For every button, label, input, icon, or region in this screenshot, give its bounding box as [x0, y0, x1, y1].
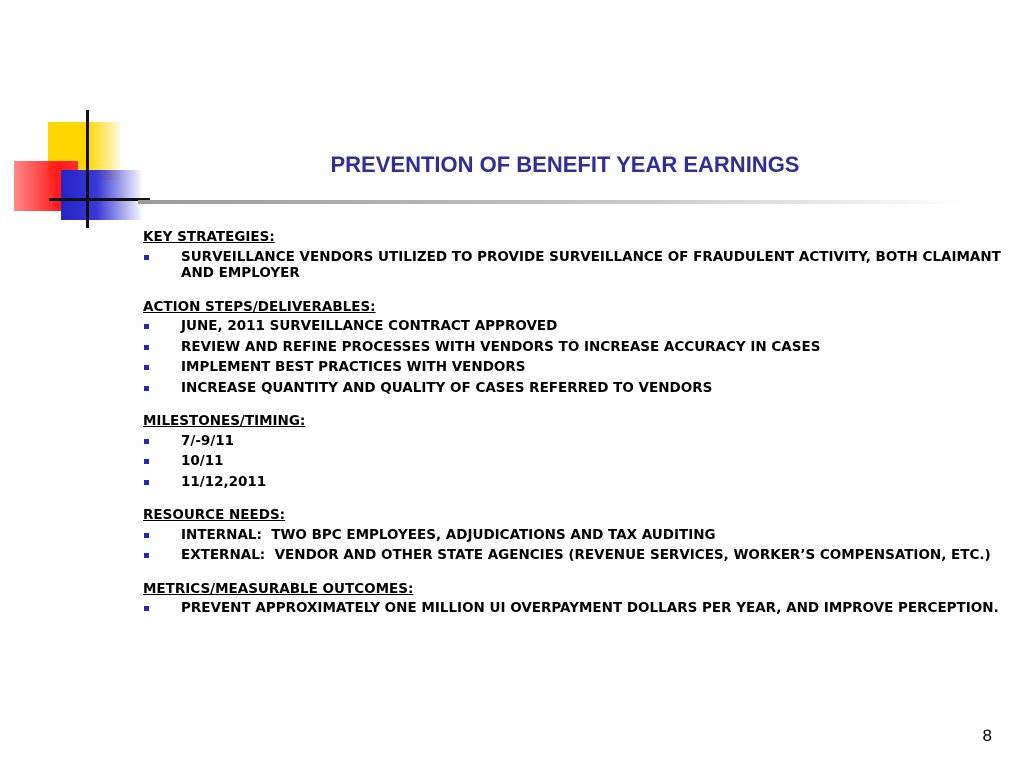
list-item: 7/-9/11: [143, 433, 1003, 450]
title-divider: [138, 200, 968, 204]
square-bullet-icon: [144, 365, 149, 370]
list-item: 11/12,2011: [143, 474, 1003, 491]
square-bullet-icon: [144, 345, 149, 350]
page-number: 8: [982, 726, 992, 745]
section-heading: ACTION STEPS/DELIVERABLES:: [143, 298, 376, 315]
list-item: JUNE, 2011 SURVEILLANCE CONTRACT APPROVED: [143, 318, 1003, 335]
list-item: INCREASE QUANTITY AND QUALITY OF CASES REFERRED TO VENDORS: [143, 380, 1003, 397]
square-bullet-icon: [144, 480, 149, 485]
slide-title: PREVENTION OF BENEFIT YEAR EARNINGS: [330, 152, 800, 177]
section-heading: MILESTONES/TIMING:: [143, 413, 306, 429]
square-bullet-icon: [144, 324, 149, 329]
list-item: 10/11: [143, 453, 1003, 470]
horizontal-line: [49, 198, 150, 201]
list-item: IMPLEMENT BEST PRACTICES WITH VENDORS: [143, 359, 1003, 376]
bullet-list: [143, 600, 1003, 617]
bullet-list: [143, 318, 1003, 396]
blue-square: [61, 170, 141, 220]
list-item: EXTERNAL: VENDOR AND OTHER STATE AGENCIES (REVENUE SERVICES, WORKER’S COMPENSATION, ETC.): [143, 547, 1003, 564]
square-bullet-icon: [144, 533, 149, 538]
list-item: SURVEILLANCE VENDORS UTILIZED TO PROVIDE SURVEILLANCE OF FRAUDULENT ACTIVITY, BOTH CLAIMANT AND EMPLOYER: [143, 249, 1003, 282]
square-bullet-icon: [144, 459, 149, 464]
square-bullet-icon: [144, 439, 149, 444]
section-key-strategies: [143, 229, 1003, 282]
list-item: INTERNAL: TWO BPC EMPLOYEES, ADJUDICATIONS AND TAX AUDITING: [143, 527, 1003, 544]
section-action-steps: [143, 299, 1003, 397]
square-bullet-icon: [144, 386, 149, 391]
bullet-list: [143, 433, 1003, 491]
section-heading: METRICS/MEASURABLE OUTCOMES:: [143, 580, 414, 597]
list-item: PREVENT APPROXIMATELY ONE MILLION UI OVERPAYMENT DOLLARS PER YEAR, AND IMPROVE PERCEPTION.: [143, 600, 1003, 617]
decorative-squares-logo: [0, 0, 150, 240]
section-heading: RESOURCE NEEDS:: [143, 507, 286, 523]
square-bullet-icon: [144, 606, 149, 611]
vertical-line: [86, 110, 89, 228]
bullet-list: [143, 249, 1003, 282]
section-heading: KEY STRATEGIES:: [143, 229, 275, 245]
section-resource-needs: [143, 507, 1003, 564]
slide-content: [143, 229, 1003, 634]
section-milestones: [143, 413, 1003, 490]
square-bullet-icon: [144, 553, 149, 558]
list-item: REVIEW AND REFINE PROCESSES WITH VENDORS TO INCREASE ACCURACY IN CASES: [143, 339, 1003, 356]
section-metrics: [143, 581, 1003, 617]
bullet-list: [143, 527, 1003, 564]
square-bullet-icon: [144, 255, 149, 260]
